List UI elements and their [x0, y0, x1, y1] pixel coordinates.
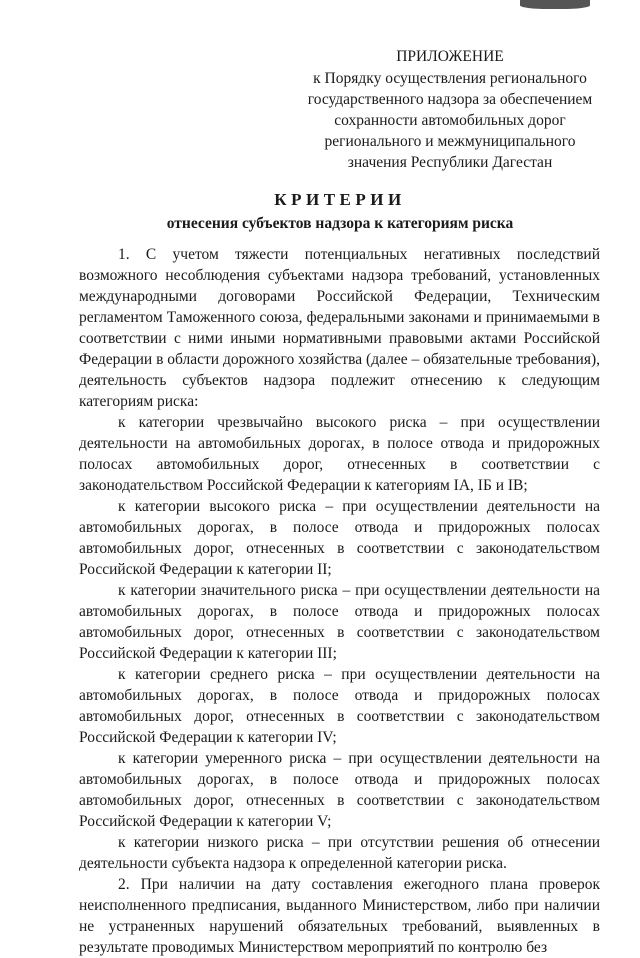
document-title: КРИТЕРИИ — [274, 190, 406, 209]
document-body — [79, 244, 600, 958]
paragraph: 1. С учетом тяжести потенциальных негативных последствий возможного несоблюдения субъектами надзора требований, установленных международными договорами Российской Федерации, Техническим регламентом Таможенного союза, федеральными законами и принимаемыми в соответствии с ними иными нормативными правовыми актами Российской Федерации в области дорожного хозяйства (далее – обязательные требования), деятельность субъектов надзора подлежит отнесению к следующим категориям риска: — [79, 246, 600, 410]
appendix-line: государственного надзора за обеспечением — [307, 91, 593, 108]
paragraph: к категории среднего риска – при осуществлении деятельности на автомобильных дорогах, в полосе отвода и придорожных полосах автомобильных дорог, отнесенных в соответствии с законодательством Российской Федерации к категории IV; — [79, 666, 600, 746]
paragraph: к категории высокого риска – при осуществлении деятельности на автомобильных дорогах, в полосе отвода и придорожных полосах автомобильных дорог, отнесенных в соответствии с законодательством Российской Федерации к категории II; — [79, 498, 600, 578]
paragraph: 2. При наличии на дату составления ежегодного плана проверок неисполненного предписания, выданного Министерством, либо при наличии не устраненных нарушений обязательных требований, выявленных в результате проводимых Министерством мероприятий по контролю без — [79, 876, 600, 956]
appendix-line: регионального и межмуниципального — [324, 133, 576, 150]
appendix-caption: ПРИЛОЖЕНИЕ — [396, 48, 504, 65]
appendix-line: значения Республики Дагестан — [347, 154, 553, 171]
paragraph: к категории низкого риска – при отсутствии решения об отнесении деятельности субъекта надзора к определенной категории риска. — [79, 834, 600, 872]
appendix-line: сохранности автомобильных дорог — [334, 112, 566, 129]
appendix-line: к Порядку осуществления регионального — [313, 70, 587, 87]
appendix-block — [300, 46, 600, 173]
scan-artifact — [520, 0, 590, 9]
document-heading — [80, 189, 600, 235]
document-subtitle: отнесения субъектов надзора к категориям риска — [166, 215, 514, 232]
paragraph: к категории чрезвычайно высокого риска – при осуществлении деятельности на автомобильных дорогах, в полосе отвода и придорожных полосах автомобильных дорог, отнесенных в соответствии с законодательством Российской Федерации к категориям IA, IБ и IВ; — [79, 414, 600, 494]
paragraph: к категории умеренного риска – при осуществлении деятельности на автомобильных дорогах, в полосе отвода и придорожных полосах автомобильных дорог, отнесенных в соответствии с законодательством Российской Федерации к категории V; — [79, 750, 600, 830]
paragraph: к категории значительного риска – при осуществлении деятельности на автомобильных дорогах, в полосе отвода и придорожных полосах автомобильных дорог, отнесенных в соответствии с законодательством Российской Федерации к категории III; — [79, 582, 600, 662]
